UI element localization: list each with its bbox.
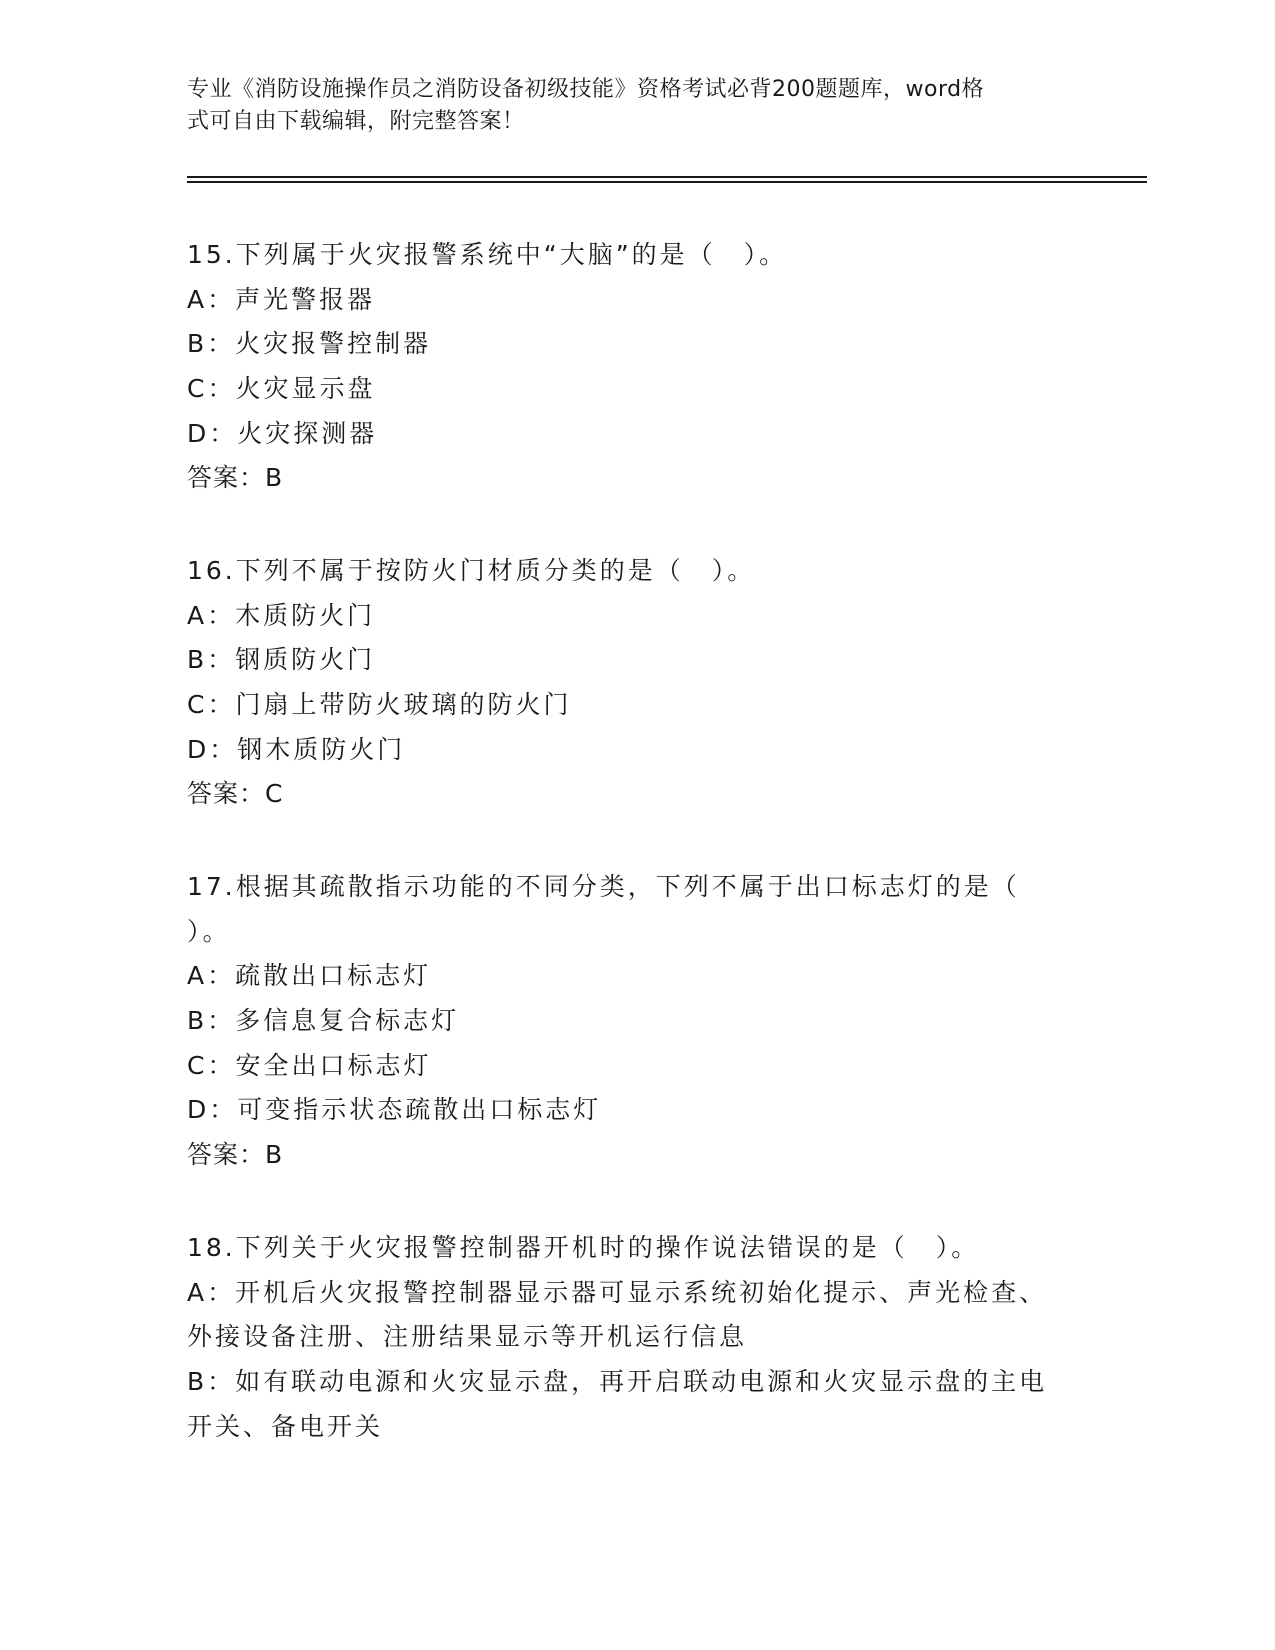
question-16-answer: 答案：C bbox=[187, 779, 284, 808]
question-17-stem-line-1: 17.根据其疏散指示功能的不同分类，下列不属于出口标志灯的是（ bbox=[187, 872, 1020, 901]
question-18-option-a-line-1: A：开机后火灾报警控制器显示器可显示系统初始化提示、声光检查、 bbox=[187, 1278, 1048, 1307]
question-18-option-b-line-1: B：如有联动电源和火灾显示盘，再开启联动电源和火灾显示盘的主电 bbox=[187, 1367, 1048, 1396]
header-divider-bottom bbox=[187, 181, 1147, 183]
question-16-option-d: D：钢木质防火门 bbox=[187, 735, 406, 764]
question-15-option-c: C：火灾显示盘 bbox=[187, 374, 376, 403]
header-line-2: 式可自由下载编辑，附完整答案！ bbox=[187, 109, 525, 134]
document-header bbox=[187, 74, 1067, 138]
question-17-answer: 答案：B bbox=[187, 1140, 284, 1169]
question-16-option-b: B：钢质防火门 bbox=[187, 645, 376, 674]
question-17-option-a: A：疏散出口标志灯 bbox=[187, 961, 432, 990]
question-17-stem-line-2: ）。 bbox=[187, 917, 231, 946]
question-18-stem: 18.下列关于火灾报警控制器开机时的操作说法错误的是（ ）。 bbox=[187, 1233, 980, 1262]
question-15-option-d: D：火灾探测器 bbox=[187, 419, 378, 448]
question-17-option-d: D：可变指示状态疏散出口标志灯 bbox=[187, 1095, 602, 1124]
question-16-stem: 16.下列不属于按防火门材质分类的是（ ）。 bbox=[187, 556, 756, 585]
question-18-option-a-line-2: 外接设备注册、注册结果显示等开机运行信息 bbox=[187, 1322, 748, 1351]
question-16-option-a: A：木质防火门 bbox=[187, 601, 376, 630]
question-18-option-b-line-2: 开关、备电开关 bbox=[187, 1412, 384, 1441]
question-15-option-a: A：声光警报器 bbox=[187, 285, 376, 314]
header-divider-top bbox=[187, 176, 1147, 178]
question-15-option-b: B：火灾报警控制器 bbox=[187, 329, 432, 358]
question-17-option-b: B：多信息复合标志灯 bbox=[187, 1006, 460, 1035]
header-line-1: 专业《消防设施操作员之消防设备初级技能》资格考试必背200题题库，word格 bbox=[187, 77, 985, 102]
question-17-option-c: C：安全出口标志灯 bbox=[187, 1051, 432, 1080]
question-15-stem: 15.下列属于火灾报警系统中“大脑”的是（ ）。 bbox=[187, 240, 788, 269]
question-16-option-c: C：门扇上带防火玻璃的防火门 bbox=[187, 690, 572, 719]
question-15-answer: 答案：B bbox=[187, 463, 284, 492]
